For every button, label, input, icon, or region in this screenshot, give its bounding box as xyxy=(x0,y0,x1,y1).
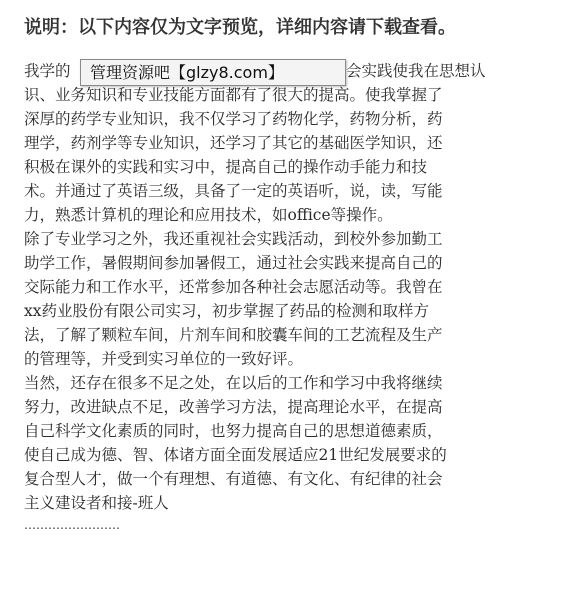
paragraph-line: 复合型人才，做一个有理想、有道德、有文化、有纪律的社会 xyxy=(24,470,443,488)
paragraph-line: 术。并通过了英语三级，具备了一定的英语听，说，读，写能 xyxy=(24,182,443,200)
paragraph-line: 自己科学文化素质的同时，也努力提高自己的思想道德素质， xyxy=(24,422,443,440)
paragraph-line: 助学工作，暑假期间参加暑假工，通过社会实践来提高自己的 xyxy=(24,254,443,272)
watermark-link-box[interactable]: 管理资源吧【glzy8.com】 xyxy=(80,59,346,86)
paragraph-line: 主义建设者和接-班人 xyxy=(24,494,169,512)
paragraph-line: 理学，药剂学等专业知识，还学习了其它的基础医学知识，还 xyxy=(24,134,443,152)
preview-notice: 说明：以下内容仅为文字预览，详细内容请下载查看。 xyxy=(24,17,456,38)
paragraph-line: 深厚的药学专业知识，我不仅学习了药物化学，药物分析，药 xyxy=(24,110,443,128)
truncation-ellipsis: …………………… xyxy=(24,518,120,532)
paragraph-line: 除了专业学习之外，我还重视社会实践活动，到校外参加勤工 xyxy=(24,230,443,248)
paragraph-line: xx药业股份有限公司实习，初步掌握了药品的检测和取样方 xyxy=(24,302,429,320)
paragraph-line-end-fragment: 会实践使我在思想认 xyxy=(346,62,486,80)
paragraph-line: 交际能力和工作水平，还常参加各种社会志愿活动等。我曾在 xyxy=(24,278,443,296)
paragraph-line: 努力，改进缺点不足，改善学习方法，提高理论水平，在提高 xyxy=(24,398,443,416)
paragraph-line: 力，熟悉计算机的理论和应用技术，如office等操作。 xyxy=(24,206,393,224)
paragraph-line: 的管理等，并受到实习单位的一致好评。 xyxy=(24,350,304,368)
paragraph-line-start-fragment: 我学的 xyxy=(24,62,71,80)
paragraph-line: 当然，还存在很多不足之处，在以后的工作和学习中我将继续 xyxy=(24,374,443,392)
paragraph-line: 积极在课外的实践和实习中，提高自己的操作动手能力和技 xyxy=(24,158,428,176)
paragraph-line: 法，了解了颗粒车间，片剂车间和胶囊车间的工艺流程及生产 xyxy=(24,326,443,344)
paragraph-line: 识、业务知识和专业技能方面都有了很大的提高。使我掌握了 xyxy=(24,86,443,104)
document-body xyxy=(24,59,554,539)
paragraph-line: 使自己成为德、智、体诸方面全面发展适应21世纪发展要求的 xyxy=(24,446,447,464)
